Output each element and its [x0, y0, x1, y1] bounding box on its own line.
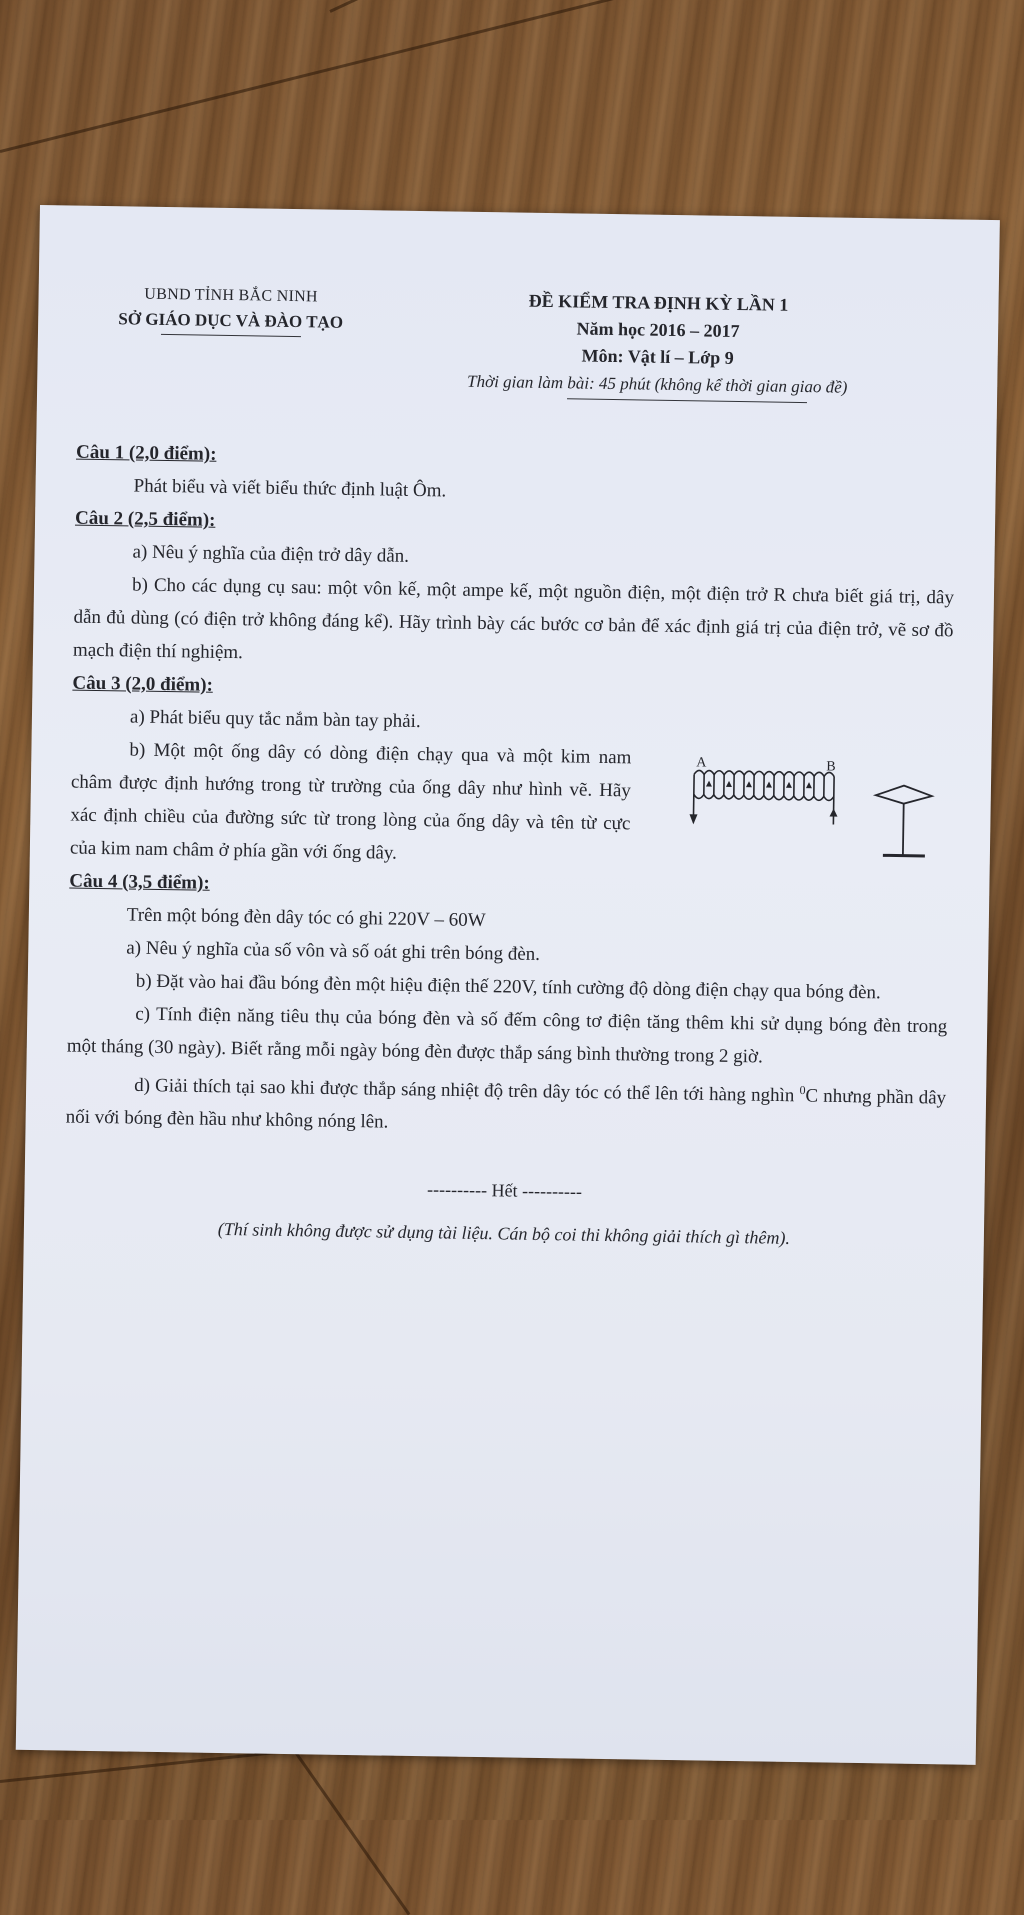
footer-note: (Thí sinh không được sử dụng tài liệu. Cán bộ coi thi không giải thích gì thêm). — [217, 1219, 791, 1249]
question-2a: a) Nêu ý nghĩa của điện trở dây dẫn. — [132, 541, 410, 567]
arrow-down-icon — [689, 814, 697, 824]
header-underline — [160, 334, 300, 337]
question-4d — [65, 1063, 946, 1148]
exam-body — [64, 436, 957, 1258]
floor-seam — [0, 1749, 299, 1783]
question-3b-block — [70, 733, 952, 879]
end-marker: ---------- Hết ---------- — [426, 1179, 583, 1202]
header-right — [397, 286, 919, 405]
label-b: B — [826, 759, 836, 775]
exam-paper — [16, 205, 1000, 1765]
question-4d-part1: d) Giải thích tại sao khi được thắp sáng nhiệt độ trên dây tóc có thể lên tới hàng nghìn — [134, 1074, 795, 1107]
question-3a: a) Phát biểu quy tắc nắm bàn tay phải. — [129, 706, 421, 733]
question-2-heading: Câu 2 (2,5 điểm): — [74, 507, 216, 531]
floor-seam — [0, 0, 680, 153]
time-limit: Thời gian làm bài: 45 phút (không kể thời gian giao đề) — [466, 371, 848, 397]
wire-b — [833, 777, 834, 825]
arrow-up-icon — [829, 808, 837, 816]
solenoid-coil — [693, 770, 834, 824]
question-1-heading: Câu 1 (2,0 điểm): — [75, 441, 217, 465]
school-year: Năm học 2016 – 2017 — [576, 318, 740, 342]
header-left — [88, 281, 374, 338]
label-a: A — [696, 755, 707, 771]
question-4c: c) Tính điện năng tiêu thụ của bóng đèn và số đếm công tơ điện tăng thêm khi sử dụng bóng đèn trong một tháng (30 ngày). Biết rằng mỗi ngày bóng đèn được thắp sáng bình thường trong 2 giờ. — [66, 1003, 948, 1068]
question-3-heading: Câu 3 (2,0 điểm): — [72, 672, 214, 696]
question-1-text: Phát biểu và viết biểu thức định luật Ôm. — [133, 475, 447, 502]
question-4b: b) Đặt vào hai đầu bóng đèn một hiệu điện thế 220V, tính cường độ dòng điện chạy qua bóng đèn. — [135, 970, 881, 1004]
compass-needle — [875, 785, 932, 856]
subject: Môn: Vật lí – Lớp 9 — [581, 345, 734, 368]
question-4a: a) Nêu ý nghĩa của số vôn và số oát ghi trên bóng đèn. — [126, 937, 541, 965]
solenoid-diagram — [684, 752, 946, 886]
department-name: SỞ GIÁO DỤC VÀ ĐÀO TẠO — [118, 309, 344, 332]
question-4d-part2: C nhưng phần dây nối với bóng đèn hầu như không nóng lên. — [65, 1085, 947, 1133]
question-4-intro: Trên một bóng đèn dây tóc có ghi 220V – 60W — [126, 904, 486, 932]
question-3b: b) Một một ống dây có dòng điện chạy qua và một kim nam châm được định hướng trong từ trường của ống dây như hình vẽ. Hãy xác định chiều của đường sức từ trong lòng của ống dây và tên từ cực của kim nam châm ở phía gần với ống dây. — [69, 739, 632, 864]
degree-superscript: 0 — [799, 1083, 806, 1098]
exam-title: ĐỀ KIỂM TRA ĐỊNH KỲ LẦN 1 — [528, 290, 789, 315]
question-2b: b) Cho các dụng cụ sau: một vôn kế, một ampe kế, một nguồn điện, một điện trở R chưa biết giá trị, dây dẫn đủ dùng (có điện trở không đáng kể). Hãy trình bày các bước cơ bản để xác định giá trị của điện trở, vẽ sơ đồ mạch điện thí nghiệm. — [72, 574, 955, 664]
question-4-heading: Câu 4 (3,5 điểm): — [69, 870, 210, 894]
province-name: UBND TỈNH BẮC NINH — [144, 285, 319, 306]
